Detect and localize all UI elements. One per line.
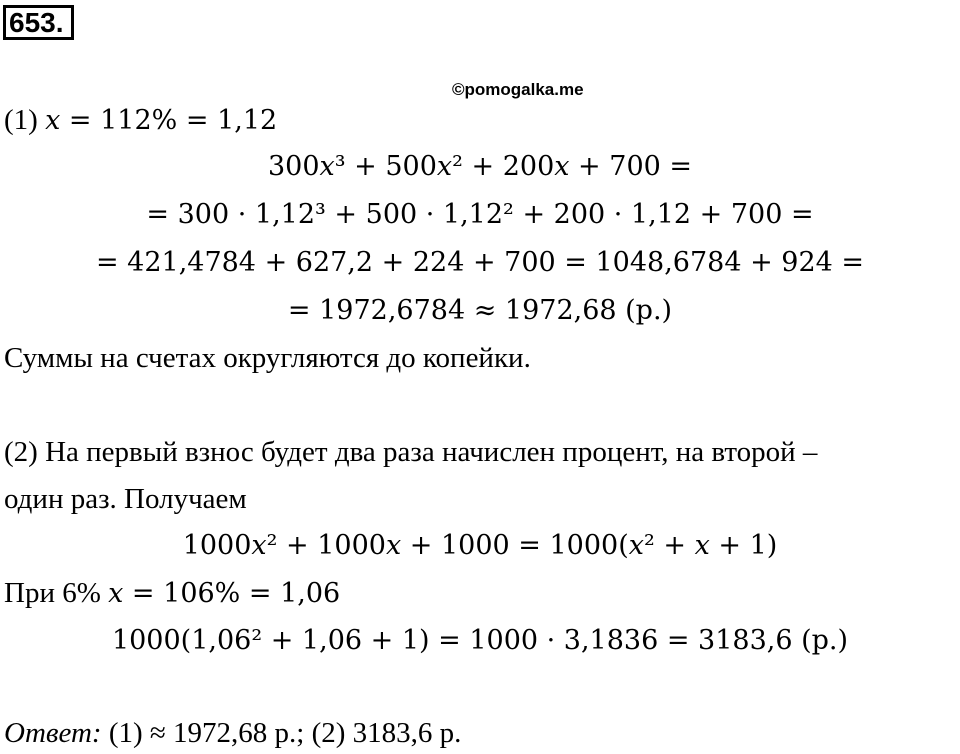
part2-given-line xyxy=(4,576,340,611)
answer-label: Ответ: xyxy=(4,717,102,749)
part2-equation-2: 1000(1,06² + 1,06 + 1) = 1000 · 3,1836 = 3183,6 (р.) xyxy=(111,625,849,656)
part1-given-line xyxy=(4,103,277,138)
part1-equation-1: 300𝑥³ + 500𝑥² + 200𝑥 + 700 = xyxy=(267,151,693,182)
part2-equation-1: 1000𝑥² + 1000𝑥 + 1000 = 1000(𝑥² + 𝑥 + 1) xyxy=(182,530,778,561)
part1-equation-2: = 300 · 1,12³ + 500 · 1,12² + 200 · 1,12 + 700 = xyxy=(146,199,814,230)
watermark: ©pomogalka.me xyxy=(452,80,584,99)
part2-given-prefix: При 6% xyxy=(4,577,101,609)
part2-given: 𝑥 = 106% = 1,06 xyxy=(108,578,341,609)
answer-line xyxy=(4,716,461,750)
answer-text: (1) ≈ 1972,68 р.; (2) 3183,6 р. xyxy=(108,717,462,749)
part1-equation-4: = 1972,6784 ≈ 1972,68 (р.) xyxy=(287,295,673,326)
part2-text-2: один раз. Получаем xyxy=(4,483,247,515)
part2-text-1: (2) На первый взнос будет два раза начислен процент, на второй – xyxy=(4,436,818,468)
part1-note: Суммы на счетах округляются до копейки. xyxy=(4,342,531,374)
part1-given: 𝑥 = 112% = 1,12 xyxy=(45,105,278,136)
part1-equation-3: = 421,4784 + 627,2 + 224 + 700 = 1048,6784 + 924 = xyxy=(95,247,865,278)
part1-label: (1) xyxy=(4,104,38,136)
problem-number: 653. xyxy=(3,5,74,40)
